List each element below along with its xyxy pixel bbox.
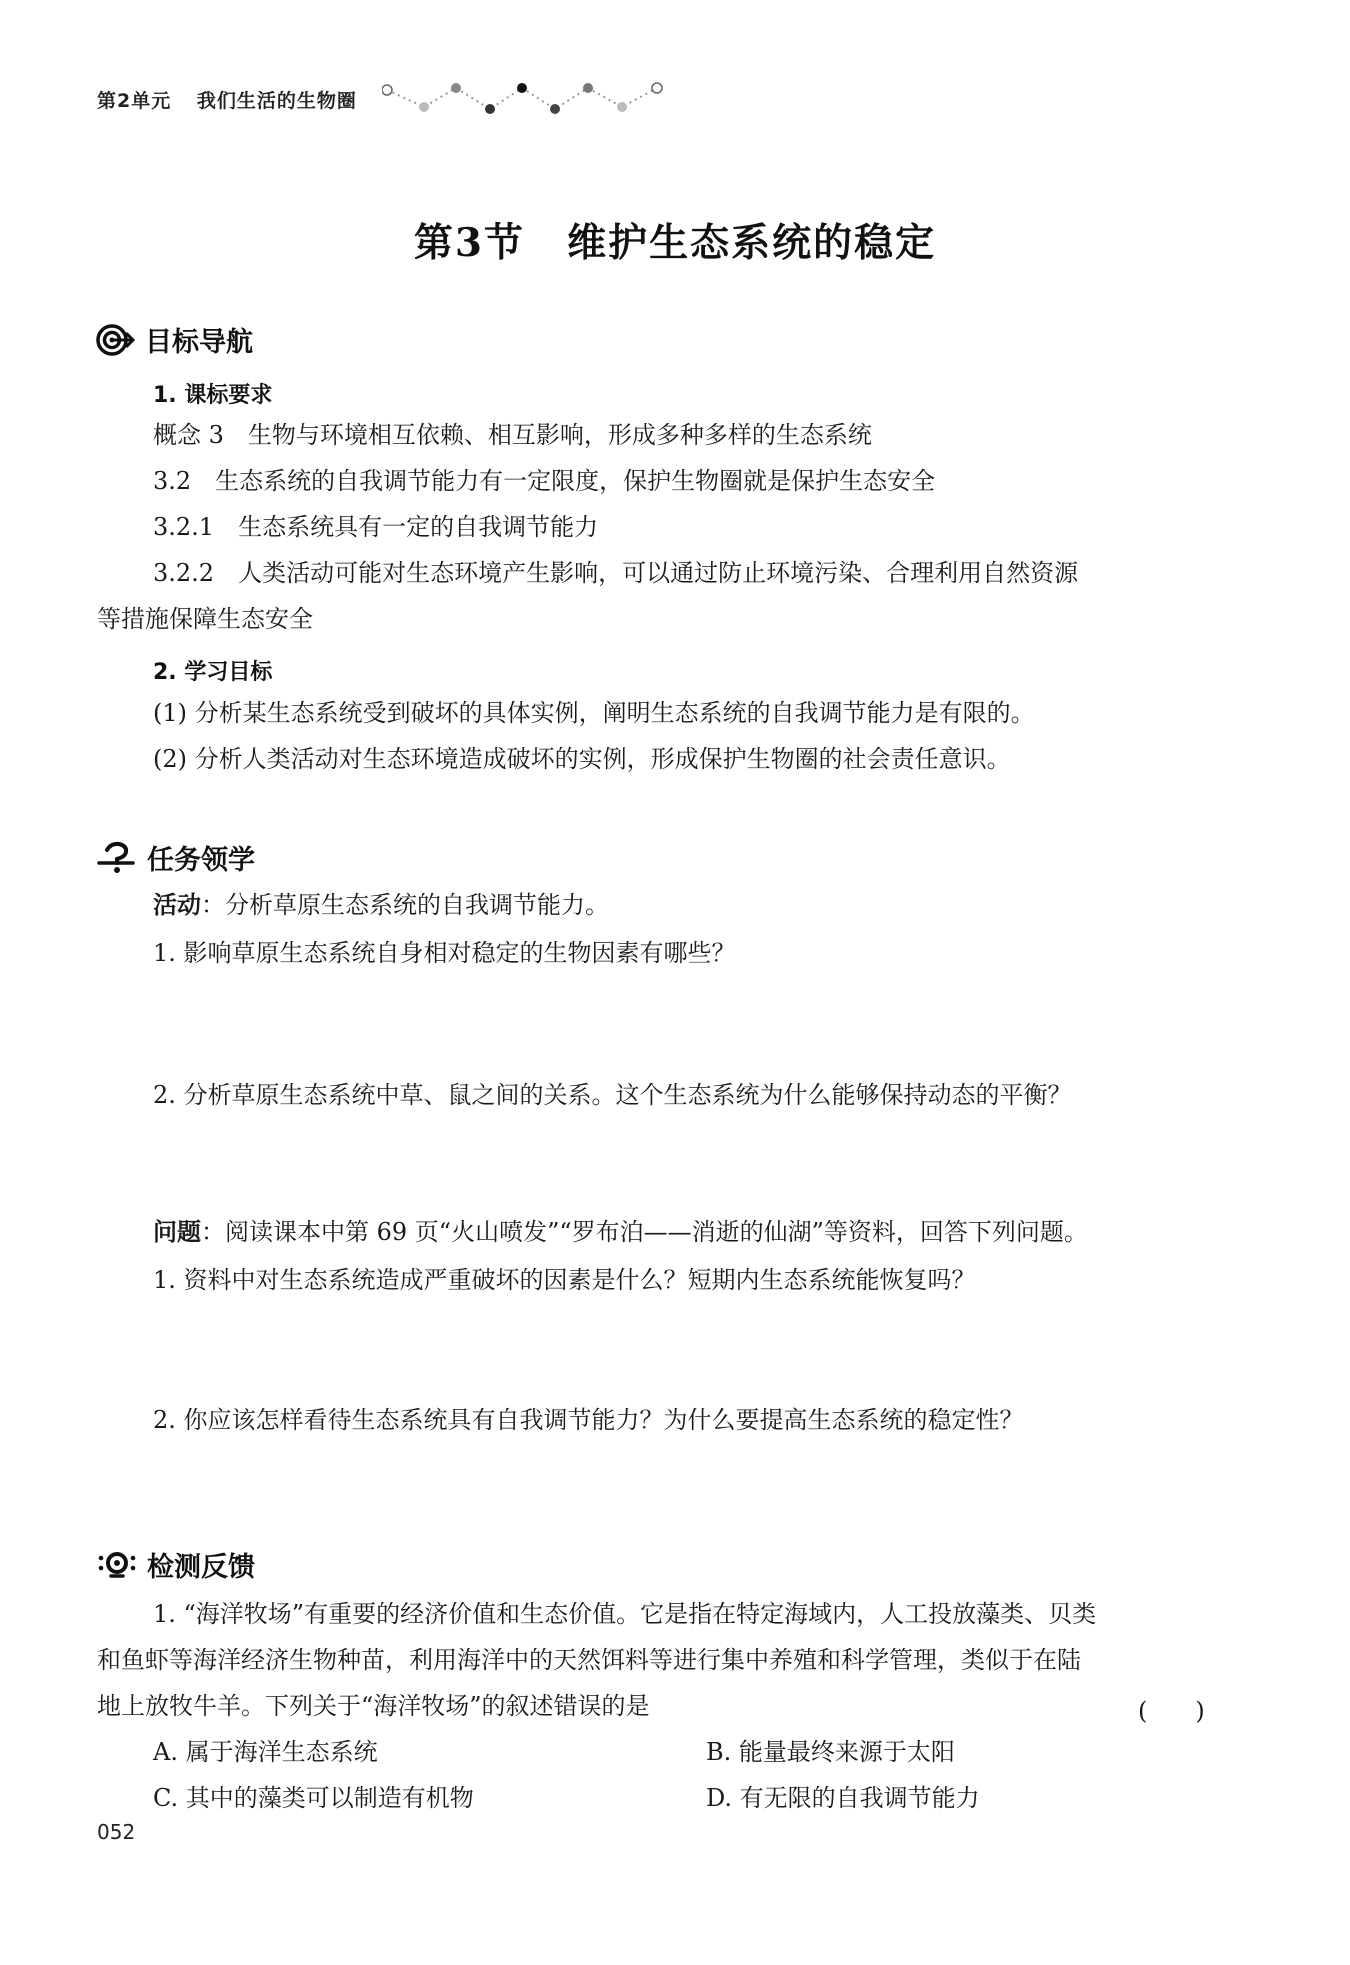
activity-label: 活动 — [153, 891, 201, 919]
unit-title: 我们生活的生物圈 — [196, 90, 357, 112]
activity-intro — [153, 890, 609, 920]
subsection-objectives-heading: 2. 学习目标 — [153, 660, 273, 685]
curriculum-line: 概念 3 生物与环境相互依赖、相互影响，形成多种多样的生态系统 — [153, 421, 872, 449]
page-number: 052 — [97, 1820, 136, 1844]
option-a[interactable]: A. 属于海洋生态系统 — [153, 1738, 378, 1766]
section-number: 第3节 — [413, 220, 526, 266]
curriculum-line: 3.2.2 人类活动可能对生态环境产生影响，可以通过防止环境污染、合理利用自然资源 — [153, 559, 1079, 587]
task-icon — [97, 841, 137, 875]
target-icon — [95, 323, 135, 357]
section-goals-heading — [95, 320, 253, 359]
section-feedback-title: 检测反馈 — [147, 1552, 255, 1583]
option-c[interactable]: C. 其中的藻类可以制造有机物 — [153, 1784, 474, 1812]
objective-line: (1) 分析某生态系统受到破坏的具体实例，阐明生态系统的自我调节能力是有限的。 — [153, 699, 1035, 727]
problem-intro — [153, 1217, 1088, 1247]
question-line: 1. “海洋牧场”有重要的经济价值和生态价值。它是指在特定海域内，人工投放藻类、贝类 — [153, 1600, 1097, 1628]
subsection-curriculum-heading: 1. 课标要求 — [153, 383, 273, 408]
problem-text: ：阅读课本中第 69 页“火山喷发”“罗布泊——消逝的仙湖”等资料，回答下列问题。 — [201, 1218, 1088, 1246]
curriculum-line: 3.2.1 生态系统具有一定的自我调节能力 — [153, 513, 599, 541]
feedback-icon — [97, 1548, 137, 1582]
section-tasks-heading — [97, 838, 255, 877]
section-goals-title: 目标导航 — [145, 327, 253, 358]
unit-label: 第2单元 — [97, 90, 172, 112]
header-decoration-icon — [382, 80, 672, 120]
curriculum-line: 等措施保障生态安全 — [97, 605, 313, 633]
problem-label: 问题 — [153, 1218, 201, 1246]
section-title: 维护生态系统的稳定 — [567, 220, 937, 266]
activity-question: 2. 分析草原生态系统中草、鼠之间的关系。这个生态系统为什么能够保持动态的平衡？ — [153, 1081, 1072, 1109]
objective-line: (2) 分析人类活动对生态环境造成破坏的实例，形成保护生物圈的社会责任意识。 — [153, 745, 1011, 773]
section-tasks-title: 任务领学 — [147, 845, 255, 876]
curriculum-line: 3.2 生态系统的自我调节能力有一定限度，保护生物圈就是保护生态安全 — [153, 467, 936, 495]
activity-text: ：分析草原生态系统的自我调节能力。 — [201, 891, 609, 919]
problem-question: 1. 资料中对生态系统造成严重破坏的因素是什么？短期内生态系统能恢复吗？ — [153, 1266, 976, 1294]
section-feedback-heading — [97, 1545, 255, 1584]
problem-question: 2. 你应该怎样看待生态系统具有自我调节能力？为什么要提高生态系统的稳定性？ — [153, 1406, 1024, 1434]
question-line: 地上放牧牛羊。下列关于“海洋牧场”的叙述错误的是 — [97, 1692, 650, 1720]
option-d[interactable]: D. 有无限的自我调节能力 — [706, 1784, 980, 1812]
page-title — [0, 212, 1350, 268]
question-line: 和鱼虾等海洋经济生物种苗，利用海洋中的天然饵料等进行集中养殖和科学管理，类似于在陆 — [97, 1646, 1081, 1674]
running-header — [97, 86, 357, 113]
answer-blank[interactable]: ( ) — [1138, 1697, 1205, 1725]
option-b[interactable]: B. 能量最终来源于太阳 — [706, 1738, 955, 1766]
activity-question: 1. 影响草原生态系统自身相对稳定的生物因素有哪些？ — [153, 939, 736, 967]
